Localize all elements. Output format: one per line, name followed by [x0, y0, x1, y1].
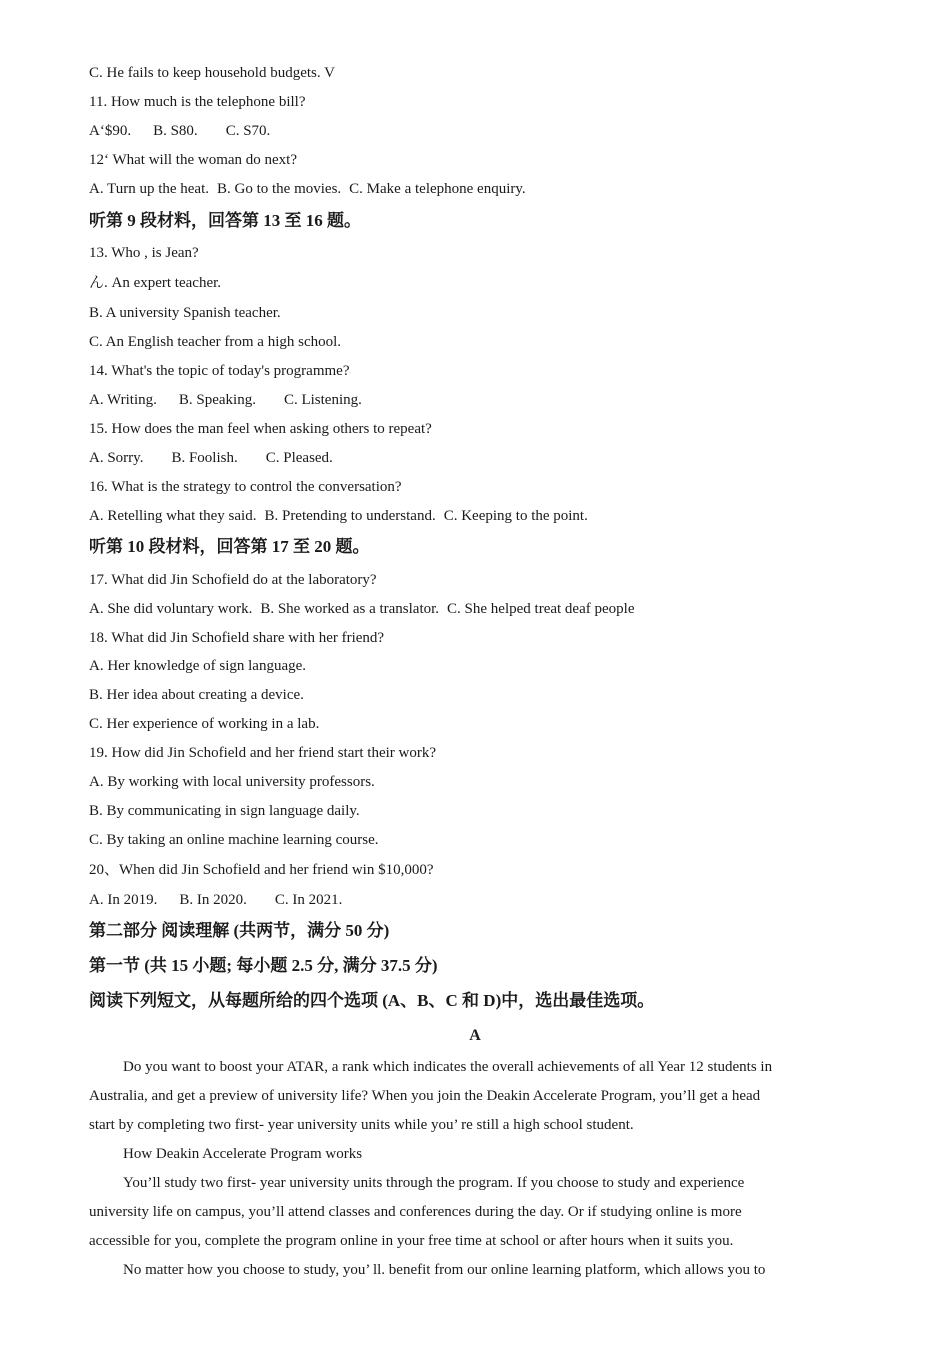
q20-option-b: B. In 2020.	[179, 892, 247, 908]
q16-option-c: C. Keeping to the point.	[443, 508, 588, 524]
q10-option-c: C. He fails to keep household budgets. V	[89, 65, 335, 81]
q13-question: 13. Who , is Jean?	[89, 245, 199, 261]
q12-options	[89, 179, 526, 199]
q16-options	[89, 506, 588, 526]
q11-option-a: A‘$90.	[89, 123, 132, 139]
q18-option-b: B. Her idea about creating a device.	[89, 687, 304, 703]
q17-option-c: C. She helped treat deaf people	[447, 601, 635, 617]
q18-option-c: C. Her experience of working in a lab.	[89, 716, 320, 732]
q15-option-a: A. Sorry.	[89, 450, 144, 466]
passage-p2-line1: You’ll study two first- year university units through the program. If you choose to study and experience	[123, 1175, 745, 1191]
q12-option-a: A. Turn up the heat.	[89, 181, 209, 197]
q15-option-b: B. Foolish.	[171, 450, 238, 466]
q14-option-a: A. Writing.	[89, 392, 157, 408]
q19-option-b: B. By communicating in sign language daily.	[89, 803, 360, 819]
q12-option-c: C. Make a telephone enquiry.	[349, 181, 526, 197]
passage-p1-line2: Australia, and get a preview of university life? When you join the Deakin Accelerate Program, you’ll get a head	[89, 1088, 761, 1104]
q13-option-b: B. A university Spanish teacher.	[89, 305, 281, 321]
q20-option-a: A. In 2019.	[89, 892, 158, 908]
passage-p2-line2: university life on campus, you’ll attend classes and conferences during the day. Or if studying online is more	[89, 1204, 742, 1220]
q14-option-b: B. Speaking.	[178, 392, 256, 408]
passage-p1-line1: Do you want to boost your ATAR, a rank which indicates the overall achievements of all Year 12 students in	[123, 1059, 773, 1075]
q14-option-c: C. Listening.	[283, 392, 362, 408]
q19-option-c: C. By taking an online machine learning course.	[89, 832, 379, 848]
q14-question: 14. What's the topic of today's programme?	[89, 363, 350, 379]
q13-option-a: ん. An expert teacher.	[89, 275, 222, 291]
q12-question: 12‘ What will the woman do next?	[89, 152, 298, 168]
q11-options	[89, 121, 270, 141]
q19-option-a: A. By working with local university professors.	[89, 774, 375, 790]
q20-question: 20、When did Jin Schofield and her friend win $10,000?	[89, 862, 434, 878]
q18-question: 18. What did Jin Schofield share with her friend?	[89, 630, 385, 646]
passage-label: A	[469, 1027, 481, 1044]
q16-option-a: A. Retelling what they said.	[89, 508, 257, 524]
q11-option-b: B. S80.	[153, 123, 198, 139]
passage-p1-line3: start by completing two first- year university units while you’ re still a high school student.	[89, 1117, 634, 1133]
section10-heading: 听第 10 段材料，回答第 17 至 20 题。	[89, 537, 370, 556]
q11-option-c: C. S70.	[225, 123, 271, 139]
q17-options	[89, 599, 634, 619]
q12-option-b: B. Go to the movies.	[217, 181, 342, 197]
passage-p2-line3: accessible for you, complete the program online in your free time at school or after hours when it suits you.	[89, 1233, 734, 1249]
q13-option-c: C. An English teacher from a high school.	[89, 334, 342, 350]
passage-subheading: How Deakin Accelerate Program works	[123, 1146, 363, 1162]
instructions: 阅读下列短文，从每题所给的四个选项 (A、B、C 和 D)中，选出最佳选项。	[89, 991, 655, 1010]
part2-heading: 第二部分 阅读理解 (共两节，满分 50 分)	[89, 921, 390, 940]
passage-p3-line1: No matter how you choose to study, you’ ll. benefit from our online learning platform, which allows you to	[123, 1262, 766, 1278]
q15-options	[89, 448, 333, 468]
q17-question: 17. What did Jin Schofield do at the laboratory?	[89, 572, 377, 588]
q15-question: 15. How does the man feel when asking others to repeat?	[89, 421, 432, 437]
q20-options	[89, 890, 342, 910]
q11-question: 11. How much is the telephone bill?	[89, 94, 306, 110]
q19-question: 19. How did Jin Schofield and her friend start their work?	[89, 745, 436, 761]
q17-option-a: A. She did voluntary work.	[89, 601, 253, 617]
section9-heading: 听第 9 段材料，回答第 13 至 16 题。	[89, 211, 361, 230]
q17-option-b: B. She worked as a translator.	[260, 601, 440, 617]
q16-option-b: B. Pretending to understand.	[264, 508, 436, 524]
section1-heading: 第一节 (共 15 小题; 每小题 2.5 分, 满分 37.5 分)	[89, 956, 438, 975]
q18-option-a: A. Her knowledge of sign language.	[89, 658, 307, 674]
q16-question: 16. What is the strategy to control the conversation?	[89, 479, 402, 495]
q15-option-c: C. Pleased.	[265, 450, 333, 466]
q14-options	[89, 390, 362, 410]
q20-option-c: C. In 2021.	[274, 892, 343, 908]
